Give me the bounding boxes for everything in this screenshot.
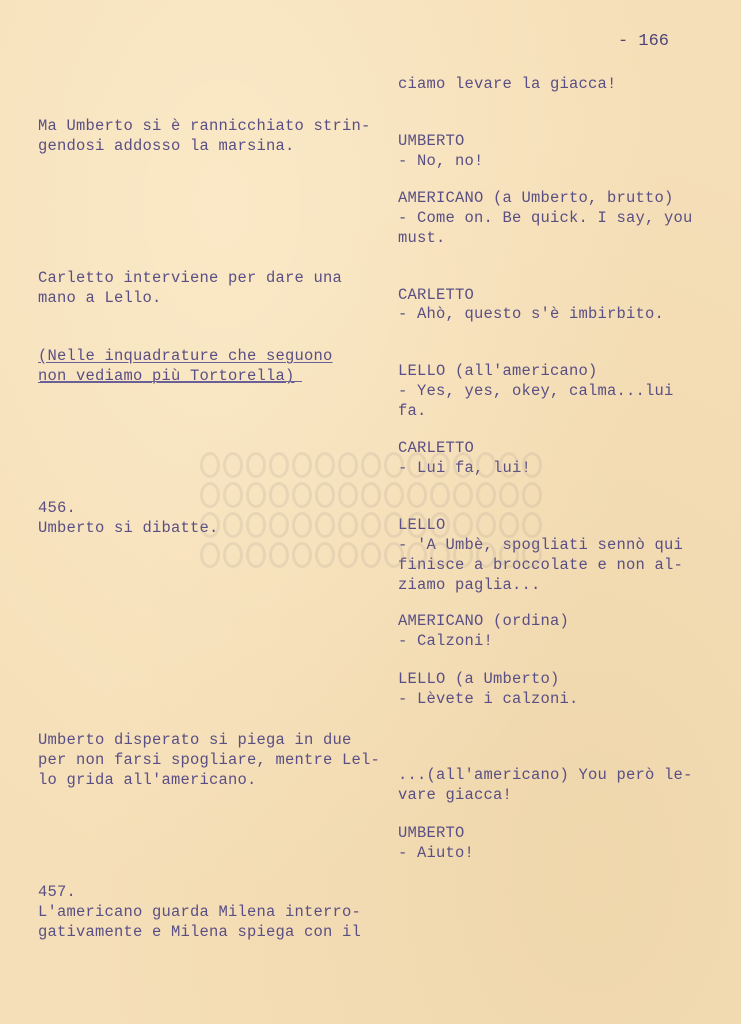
left-line-underlined: non vediamo più Tortorella)	[38, 367, 295, 385]
left-line: L'americano guarda Milena interro-	[38, 903, 362, 921]
left-line: gendosi addosso la marsina.	[38, 137, 295, 155]
dialogue-line: vare giacca!	[398, 786, 513, 804]
dialogue-line: - No, no!	[398, 152, 484, 170]
dialogue-line: - 'A Umbè, spogliati sennò qui	[398, 536, 684, 554]
dialogue-line: - Lui fa, lui!	[398, 459, 532, 477]
left-line: Carletto interviene per dare una	[38, 269, 343, 287]
underline-rule	[40, 381, 302, 383]
page-number: - 166	[618, 32, 670, 51]
left-line: lo grida all'americano.	[38, 771, 257, 789]
dialogue-line: - Lèvete i calzoni.	[398, 690, 579, 708]
left-line: gativamente e Milena spiega con il	[38, 923, 362, 941]
speaker-name: AMERICANO (a Umberto, brutto)	[398, 189, 674, 207]
left-line-underlined: (Nelle inquadrature che seguono	[38, 347, 333, 365]
dialogue-line: ziamo paglia...	[398, 576, 541, 594]
dialogue-line: - Aiuto!	[398, 844, 475, 862]
dialogue-line: ...(all'americano) You però le-	[398, 766, 693, 784]
scene-number: 456.	[38, 499, 77, 517]
dialogue-line: finisce a broccolate e non al-	[398, 556, 684, 574]
speaker-name: LELLO	[398, 516, 446, 534]
left-line: Umberto si dibatte.	[38, 519, 219, 537]
speaker-name: LELLO (all'americano)	[398, 362, 598, 380]
speaker-name: UMBERTO	[398, 132, 465, 150]
dialogue-line: - Ahò, questo s'è imbirbito.	[398, 305, 665, 323]
left-line: Ma Umberto si è rannicchiato strin-	[38, 117, 371, 135]
dialogue-line: - Calzoni!	[398, 632, 494, 650]
scene-number: 457.	[38, 883, 77, 901]
speaker-name: CARLETTO	[398, 286, 475, 304]
speaker-name: UMBERTO	[398, 824, 465, 842]
speaker-name: LELLO (a Umberto)	[398, 670, 560, 688]
left-line: mano a Lello.	[38, 289, 162, 307]
speaker-name: CARLETTO	[398, 439, 475, 457]
dialogue-line: - Come on. Be quick. I say, you	[398, 209, 693, 227]
dialogue-line: - Yes, yes, okey, calma...lui	[398, 382, 674, 400]
dialogue-line: fa.	[398, 402, 427, 420]
speaker-name: AMERICANO (ordina)	[398, 612, 570, 630]
left-line: per non farsi spogliare, mentre Lel-	[38, 751, 381, 769]
left-line: Umberto disperato si piega in due	[38, 731, 352, 749]
dialogue-line: ciamo levare la giacca!	[398, 75, 617, 93]
dialogue-line: must.	[398, 229, 446, 247]
